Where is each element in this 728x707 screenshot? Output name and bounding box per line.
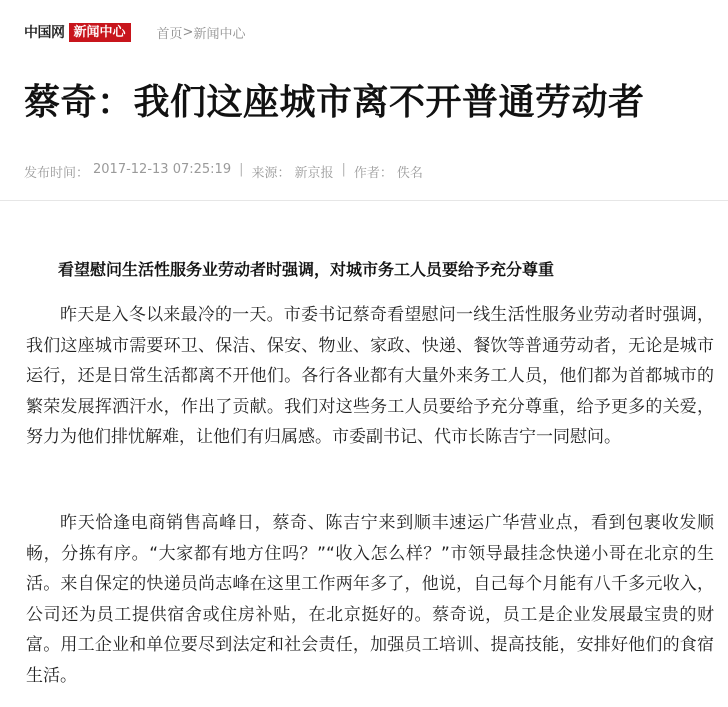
author-value: 佚名: [396, 166, 423, 181]
breadcrumb: [157, 23, 246, 42]
article-paragraph: 昨天恰逢电商销售高峰日，蔡奇、陈吉宁来到顺丰速运广华营业点，看到包裹收发顺畅，分拣有序。“大家都有地方住吗？”“收入怎么样？”市领导最挂念快递小哥在北京的生活。来自保定的快递员尚志峰在这里工作两年多了，他说，自己每个月能有八千多元收入，公司还为员工提供宿舍或住房补贴，在北京挺好的。蔡奇说，员工是企业发展最宝贵的财富。用工企业和单位要尽到法定和社会责任，加强员工培训、提高技能，安排好他们的食宿生活。: [26, 513, 714, 686]
source-label: 来源：: [251, 166, 291, 181]
breadcrumb-home-link[interactable]: 首页: [156, 26, 183, 42]
author-label: 作者：: [353, 166, 393, 181]
logo-site-name: 中国网: [24, 25, 65, 41]
meta-separator: |: [341, 162, 346, 177]
article-meta: [24, 162, 423, 181]
article-title: 蔡奇：我们这座城市离不开普通劳动者: [24, 82, 645, 123]
site-logo[interactable]: [24, 22, 131, 42]
logo-section-name: 新闻中心: [69, 23, 131, 42]
breadcrumb-separator: >: [182, 24, 194, 40]
top-bar: [24, 22, 245, 42]
article-subhead: 看望慰问生活性服务业劳动者时强调，对城市务工人员要给予充分尊重: [58, 260, 555, 279]
source-value: 新京报: [294, 166, 334, 181]
meta-separator: |: [239, 162, 244, 177]
header-divider: [0, 200, 728, 201]
publish-time-label: 发布时间：: [24, 166, 90, 181]
breadcrumb-current-link[interactable]: 新闻中心: [193, 26, 246, 42]
article-paragraph: 昨天是入冬以来最冷的一天。市委书记蔡奇看望慰问一线生活性服务业劳动者时强调，我们这座城市需要环卫、保洁、保安、物业、家政、快递、餐饮等普通劳动者，无论是城市运行，还是日常生活都离不开他们。各行各业都有大量外来务工人员，他们都为首都城市的繁荣发展挥洒汗水，作出了贡献。我们对这些务工人员要给予充分尊重，给予更多的关爱，努力为他们排忧解难，让他们有归属感。市委副书记、代市长陈吉宁一同慰问。: [26, 305, 714, 447]
publish-time-value: 2017-12-13 07:25:19: [93, 162, 232, 177]
